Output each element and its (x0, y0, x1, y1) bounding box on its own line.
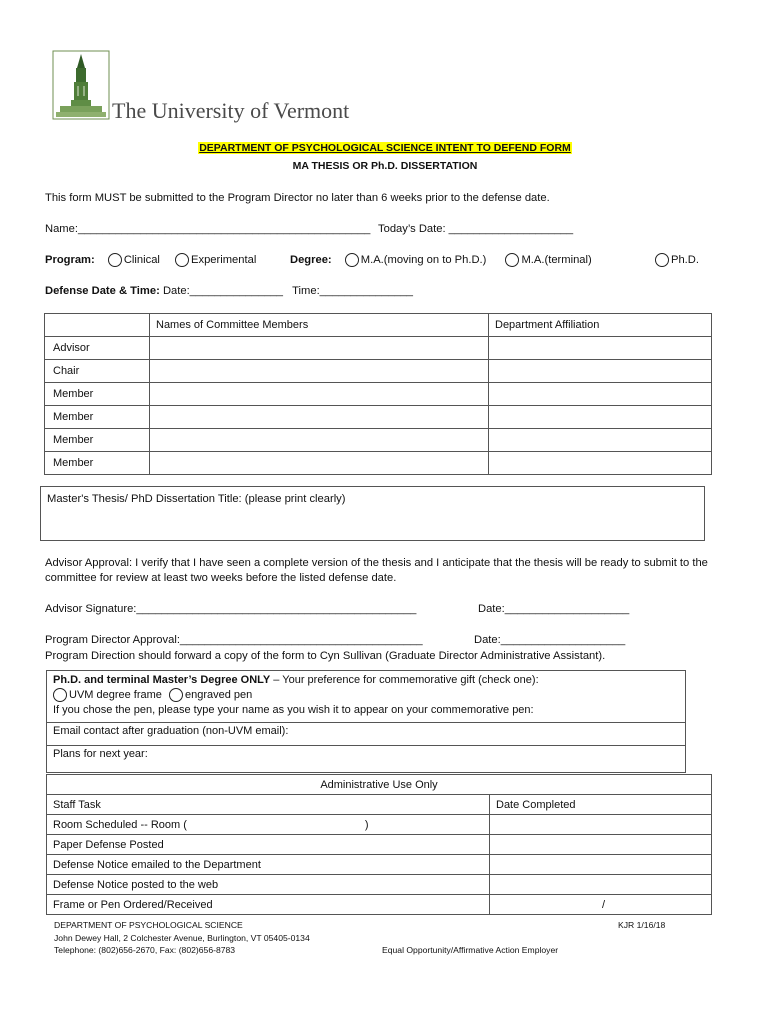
table-row (45, 406, 712, 429)
role-label: Member (45, 452, 150, 475)
gift-table (46, 670, 686, 773)
affiliation-cell[interactable] (489, 360, 712, 383)
affiliation-cell[interactable] (489, 452, 712, 475)
director-date-field[interactable]: Date:____________________ (474, 634, 626, 646)
table-row (47, 775, 712, 795)
defense-time-field[interactable]: Time:_______________ (292, 285, 414, 297)
member-name-cell[interactable] (150, 383, 489, 406)
defense-date-field[interactable]: Date:_______________ (162, 285, 284, 297)
name-field[interactable]: Name:_______________________________________________ (45, 223, 371, 235)
footer-phone: Telephone: (802)656-2670, Fax: (802)656-8783 (54, 945, 236, 955)
form-subtitle: MA THESIS OR Ph.D. DISSERTATION (292, 160, 478, 172)
table-row (47, 875, 712, 895)
date-cell[interactable] (490, 835, 712, 855)
col-header-task: Staff Task (47, 795, 490, 815)
role-label: Chair (45, 360, 150, 383)
footer-address: John Dewey Hall, 2 Colchester Avenue, Burlington, VT 05405-0134 (54, 932, 310, 943)
degree-option-ma-phd[interactable]: M.A.(moving on to Ph.D.) (345, 254, 487, 266)
table-row (45, 360, 712, 383)
admin-table (46, 774, 712, 915)
instructions: This form MUST be submitted to the Program Director no later than 6 weeks prior to the defense date. (45, 192, 550, 204)
footer-eoe: Equal Opportunity/Affirmative Action Employer (382, 945, 559, 955)
affiliation-cell[interactable] (489, 383, 712, 406)
degree-row (290, 253, 592, 267)
table-row (45, 429, 712, 452)
defense-label: Defense Date & Time: (45, 285, 160, 297)
degree-label: Degree: (290, 254, 332, 266)
affiliation-cell[interactable] (489, 406, 712, 429)
radio-icon[interactable] (505, 253, 519, 267)
university-name: The University of Vermont (112, 98, 350, 123)
table-row (47, 815, 712, 835)
program-option-experimental[interactable]: Experimental (175, 254, 256, 266)
date-cell[interactable] (490, 815, 712, 835)
member-name-cell[interactable] (150, 337, 489, 360)
footer-dept: DEPARTMENT OF PSYCHOLOGICAL SCIENCE (54, 920, 243, 930)
table-row (47, 835, 712, 855)
task-label: Frame or Pen Ordered/Received (47, 895, 490, 915)
gift-heading-rest: – Your preference for commemorative gift (check one): (270, 674, 539, 686)
degree-option-phd[interactable]: Ph.D. (655, 253, 699, 267)
radio-icon[interactable] (169, 688, 183, 702)
todays-date-field[interactable]: Today’s Date: ____________________ (378, 223, 574, 235)
email-field[interactable]: Email contact after graduation (non-UVM email): (47, 723, 686, 746)
date-cell[interactable] (490, 875, 712, 895)
table-row (45, 337, 712, 360)
table-row (47, 855, 712, 875)
radio-icon[interactable] (345, 253, 359, 267)
member-name-cell[interactable] (150, 360, 489, 383)
affiliation-cell[interactable] (489, 337, 712, 360)
footer-left (54, 919, 310, 957)
radio-icon[interactable] (175, 253, 189, 267)
degree-option-ma-terminal[interactable]: M.A.(terminal) (505, 254, 591, 266)
radio-icon[interactable] (655, 253, 669, 267)
direction-note: Program Direction should forward a copy of the form to Cyn Sullivan (Graduate Director Administrative Assistant). (45, 650, 606, 662)
task-label: Defense Notice emailed to the Department (47, 855, 490, 875)
gift-cell (47, 671, 686, 723)
date-cell[interactable]: / (490, 895, 712, 915)
plans-field[interactable]: Plans for next year: (47, 746, 686, 773)
col-header-date: Date Completed (490, 795, 712, 815)
task-label: Defense Notice posted to the web (47, 875, 490, 895)
gift-option-frame[interactable]: UVM degree frame (53, 689, 162, 701)
table-row (47, 746, 686, 773)
affiliation-cell[interactable] (489, 429, 712, 452)
table-row (47, 671, 686, 723)
table-row (45, 383, 712, 406)
member-name-cell[interactable] (150, 452, 489, 475)
program-label: Program: (45, 254, 95, 266)
member-name-cell[interactable] (150, 429, 489, 452)
role-label: Member (45, 429, 150, 452)
date-cell[interactable] (490, 855, 712, 875)
footer-code: KJR 1/16/18 (618, 920, 666, 930)
gift-option-pen[interactable]: engraved pen (169, 689, 252, 701)
admin-title: Administrative Use Only (47, 775, 712, 795)
pen-note: If you chose the pen, please type your name as you wish it to appear on your commemorative pen: (53, 704, 534, 716)
role-label: Advisor (45, 337, 150, 360)
defense-row (45, 285, 413, 297)
uvm-tower-logo (52, 50, 110, 120)
role-label: Member (45, 406, 150, 429)
table-row (47, 723, 686, 746)
thesis-title-box[interactable] (40, 486, 705, 541)
program-option-clinical[interactable]: Clinical (108, 254, 160, 266)
committee-table (44, 313, 712, 475)
table-header-row (45, 314, 712, 337)
thesis-title-label: Master's Thesis/ PhD Dissertation Title: (please print clearly) (47, 493, 346, 505)
table-header-cell: Department Affiliation (489, 314, 712, 337)
table-row (47, 895, 712, 915)
radio-icon[interactable] (108, 253, 122, 267)
director-approval-field[interactable]: Program Director Approval:_______________________________________ (45, 634, 423, 646)
task-room: Room Scheduled -- Room ( ) (47, 815, 490, 835)
program-row (45, 253, 256, 267)
radio-icon[interactable] (53, 688, 67, 702)
advisor-statement: Advisor Approval: I verify that I have seen a complete version of the thesis and I anticipate that the thesis will be ready to submit to the committee for review at least two weeks before the listed defense date. (45, 557, 708, 584)
role-label: Member (45, 383, 150, 406)
advisor-signature-field[interactable]: Advisor Signature:_____________________________________________ (45, 603, 417, 615)
task-label: Paper Defense Posted (47, 835, 490, 855)
member-name-cell[interactable] (150, 406, 489, 429)
table-row (45, 452, 712, 475)
table-header-cell: Names of Committee Members (150, 314, 489, 337)
advisor-date-field[interactable]: Date:____________________ (478, 603, 630, 615)
table-header-cell (45, 314, 150, 337)
form-title: DEPARTMENT OF PSYCHOLOGICAL SCIENCE INTENT TO DEFEND FORM (199, 142, 571, 154)
table-row (47, 795, 712, 815)
gift-heading-bold: Ph.D. and terminal Master’s Degree ONLY (53, 674, 271, 686)
